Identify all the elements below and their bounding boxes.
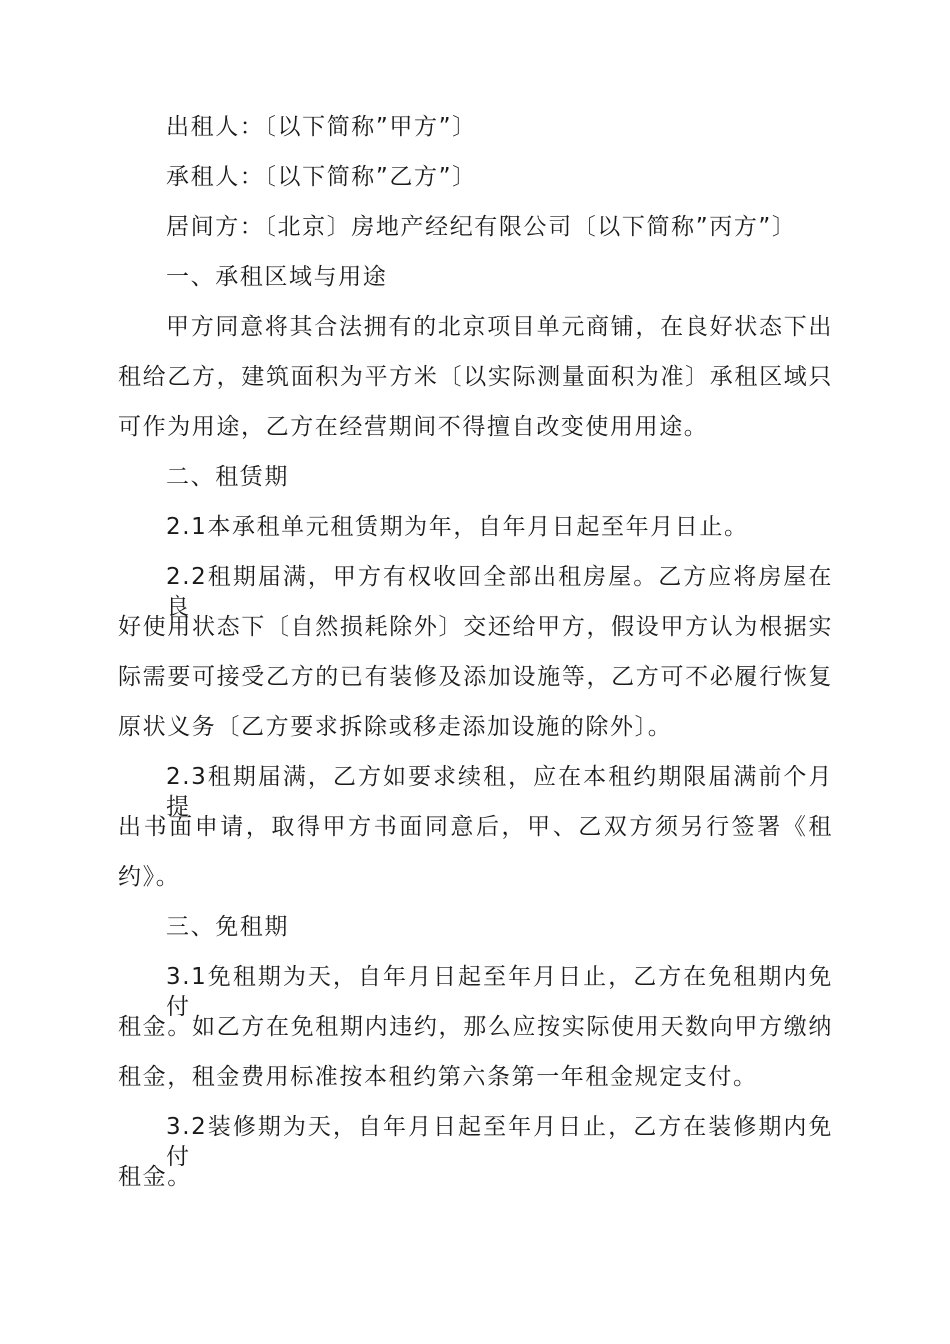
clause-2-3-line: 约》。 [118, 864, 181, 890]
clause-2-1: 2.1本承租单元租赁期为年，自年月日起至年月日止。 [166, 514, 749, 540]
section-heading-3: 三、免租期 [166, 914, 289, 940]
clause-2-2-line: 好使用状态下〔自然损耗除外〕交还给甲方，假设甲方认为根据实 [118, 614, 833, 640]
agent-line: 居间方：〔北京〕房地产经纪有限公司〔以下简称”丙方”〕 [166, 214, 797, 240]
section-heading-1: 一、承租区域与用途 [166, 264, 388, 290]
clause-3-2-line: 租金。 [118, 1164, 192, 1190]
lessor-line: 出租人：〔以下简称”甲方”〕 [166, 114, 477, 140]
paragraph-line: 甲方同意将其合法拥有的北京项目单元商铺，在良好状态下出 [166, 314, 833, 340]
clause-3-1-line: 3.1免租期为天，自年月日起至年月日止，乙方在免租期内免付 [166, 964, 833, 1020]
clause-2-2-line: 际需要可接受乙方的已有装修及添加设施等，乙方可不必履行恢复 [118, 664, 833, 690]
paragraph-line: 租给乙方，建筑面积为平方米〔以实际测量面积为准〕承租区域只 [118, 364, 833, 390]
section-heading-2: 二、租赁期 [166, 464, 289, 490]
clause-3-1-line: 租金。如乙方在免租期内违约，那么应按实际使用天数向甲方缴纳 [118, 1014, 833, 1040]
clause-2-3-line: 出书面申请，取得甲方书面同意后，甲、乙双方须另行签署《租 [118, 814, 833, 840]
lessee-line: 承租人：〔以下简称”乙方”〕 [166, 164, 477, 190]
clause-2-2-line: 原状义务〔乙方要求拆除或移走添加设施的除外〕。 [118, 714, 673, 740]
clause-2-2-line: 2.2租期届满，甲方有权收回全部出租房屋。乙方应将房屋在良 [166, 564, 833, 620]
clause-3-2-line: 3.2装修期为天，自年月日起至年月日止，乙方在装修期内免付 [166, 1114, 833, 1170]
clause-3-1-line: 租金，租金费用标准按本租约第六条第一年租金规定支付。 [118, 1064, 758, 1090]
clause-2-3-line: 2.3租期届满，乙方如要求续租，应在本租约期限届满前个月提 [166, 764, 833, 820]
paragraph-line: 可作为用途，乙方在经营期间不得擅自改变使用用途。 [118, 414, 709, 440]
